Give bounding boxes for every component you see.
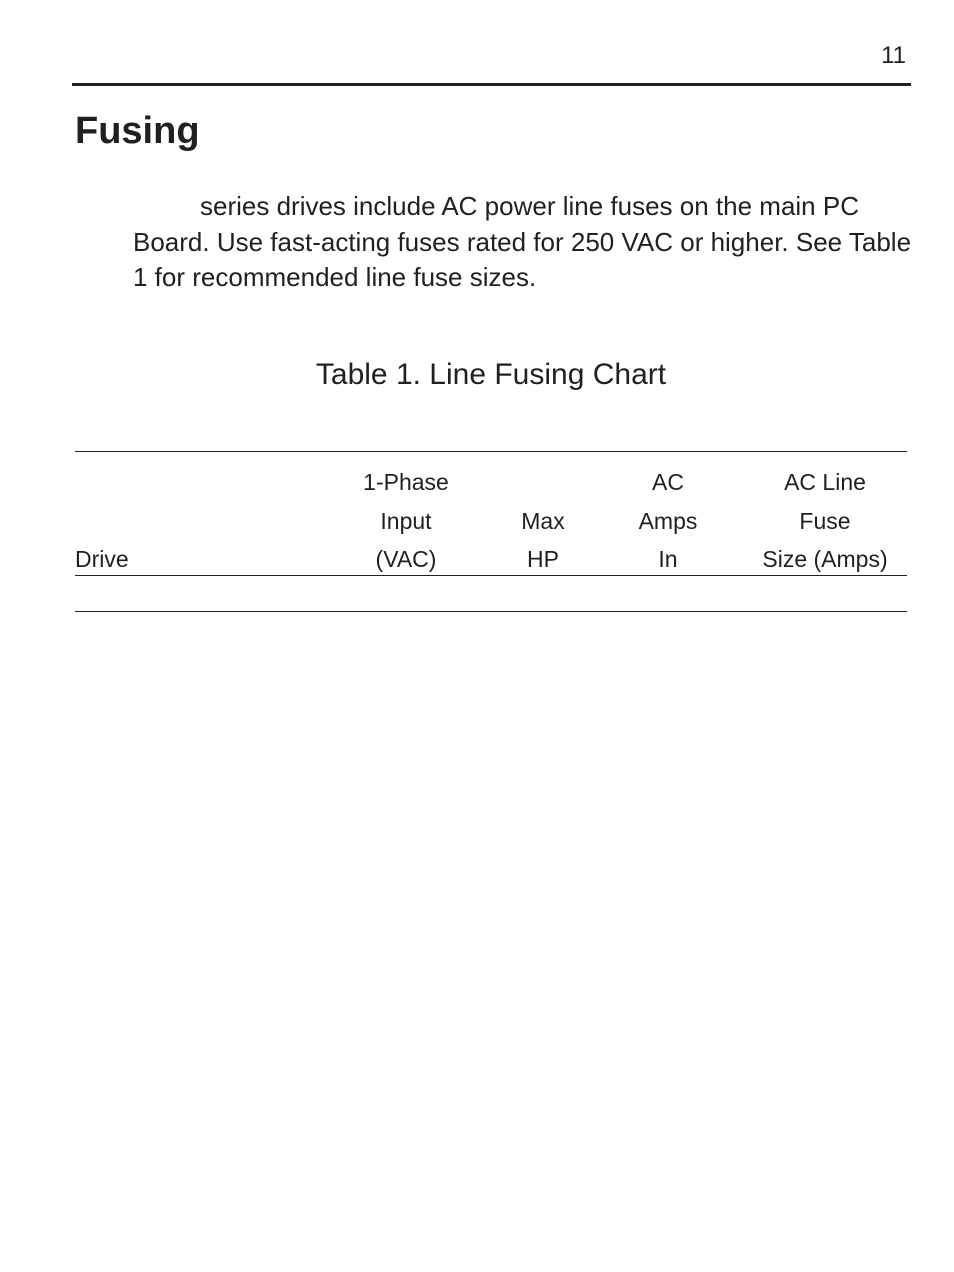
column-header-line: (VAC) [375,546,437,572]
header-rule [72,83,911,86]
table-caption: Table 1. Line Fusing Chart [315,358,667,391]
section-title: Fusing [75,110,200,152]
column-header-ac-amps-in [618,463,718,579]
table-header [75,452,907,575]
column-header-line: Size (Amps) [762,546,888,572]
column-header-drive [75,463,215,579]
line-fusing-table [75,451,907,612]
column-header-fuse-size [745,463,905,579]
column-header-line: Amps [638,507,698,534]
column-header-line: HP [527,546,559,572]
column-header-line: AC [652,469,684,495]
column-header-line [75,463,215,502]
column-header-line: Max [521,507,565,534]
column-header-line: Drive [75,546,129,572]
column-header-line: 1-Phase [363,469,449,495]
column-header-line [493,463,593,502]
column-header-line: Fuse [799,507,851,534]
table-bottom-rule [75,611,907,612]
column-header-line: Input [380,507,432,534]
body-paragraph: series drives include AC power line fuses on the main PC Board. Use fast-acting fuses rated for 250 VAC or higher. See Table 1 for recommended line fuse sizes. [133,191,912,292]
column-header-line: AC Line [784,469,866,495]
column-header-input-vac [346,463,466,579]
page-number: 11 [881,42,906,69]
column-header-line [75,502,215,541]
column-header-max-hp [493,463,593,579]
column-header-line: In [658,546,678,572]
table-body [75,576,907,611]
